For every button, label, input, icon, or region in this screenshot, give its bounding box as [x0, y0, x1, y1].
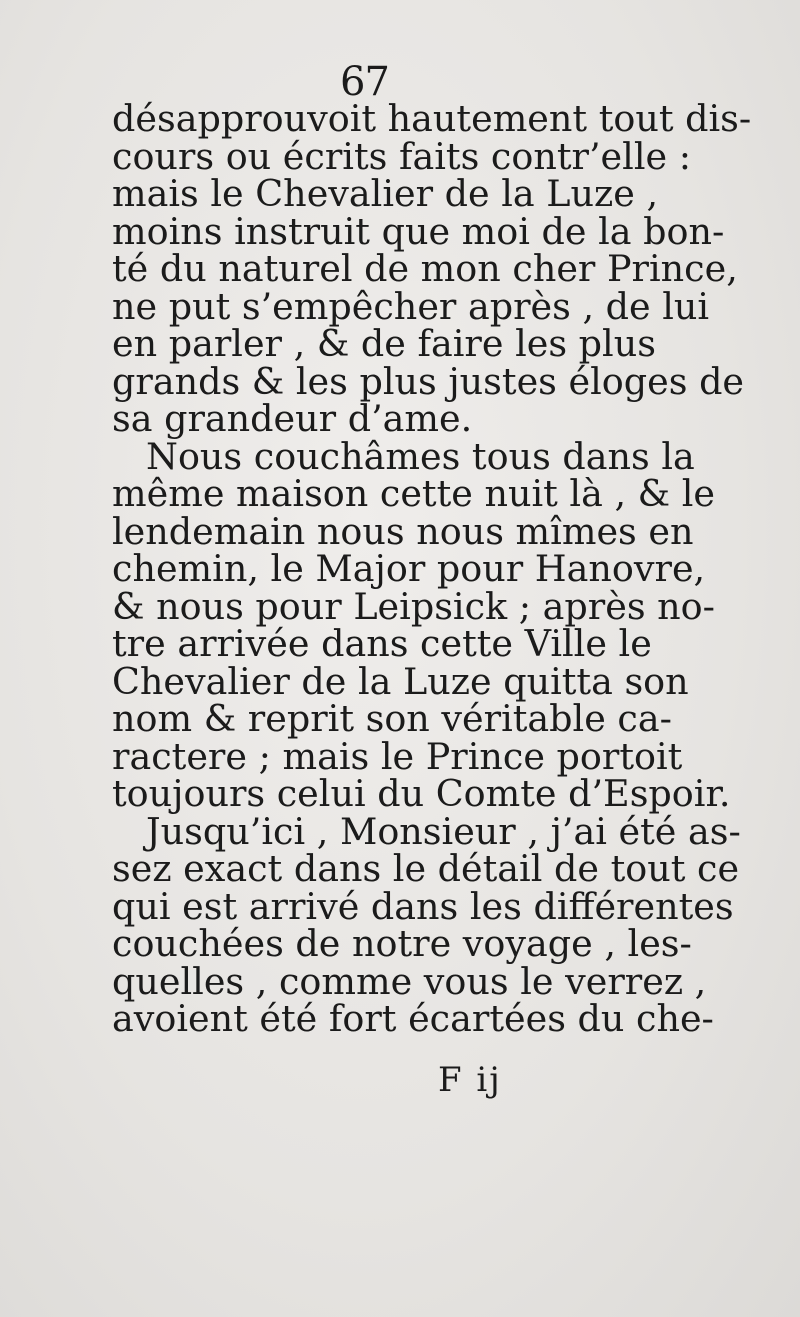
text-line: sez exact dans le détail de tout ce — [112, 847, 740, 890]
text-line: Chevalier de la Luze quitta son — [112, 659, 689, 703]
text-line: couchées de notre voyage , les- — [112, 922, 692, 965]
page-number: 67 — [340, 59, 389, 105]
text-line: Jusqu’ici , Monsieur , j’ai été as- — [146, 809, 741, 853]
text-line: désapprouvoit hautement tout dis- — [112, 97, 752, 140]
text-line: chemin, le Major pour Hanovre, — [112, 547, 706, 590]
text-line: cours ou écrits faits contr’elle : — [112, 134, 691, 178]
text-line: lendemain nous nous mîmes en — [112, 509, 694, 553]
text-line: & nous pour Leipsick ; après no- — [112, 584, 715, 628]
text-line: tre arrivée dans cette Ville le — [112, 622, 652, 665]
text-line: sa grandeur d’ame. — [112, 397, 473, 440]
text-line: moins instruit que moi de la bon- — [112, 209, 725, 253]
text-line: grands & les plus justes éloges de — [112, 359, 745, 403]
text-line: mais le Chevalier de la Luze , — [112, 172, 659, 215]
text-line: ractere ; mais le Prince portoit — [112, 734, 683, 778]
text-line: qui est arrivé dans les différentes — [112, 884, 734, 928]
text-line: même maison cette nuit là , & le — [112, 472, 716, 515]
body-text — [112, 97, 752, 1040]
text-line: nom & reprit son véritable ca- — [112, 697, 672, 740]
signature-mark: F ij — [438, 1060, 502, 1100]
text-line: en parler , & de faire les plus — [112, 322, 656, 365]
text-line: Nous couchâmes tous dans la — [146, 434, 695, 478]
text-line: ne put s’empêcher après , de lui — [112, 284, 710, 328]
text-line: toujours celui du Comte d’Espoir. — [112, 772, 731, 815]
text-line: quelles , comme vous le verrez , — [112, 959, 707, 1003]
text-line: avoient été fort écartées du che- — [112, 997, 714, 1040]
text-line: té du naturel de mon cher Prince, — [112, 247, 738, 290]
